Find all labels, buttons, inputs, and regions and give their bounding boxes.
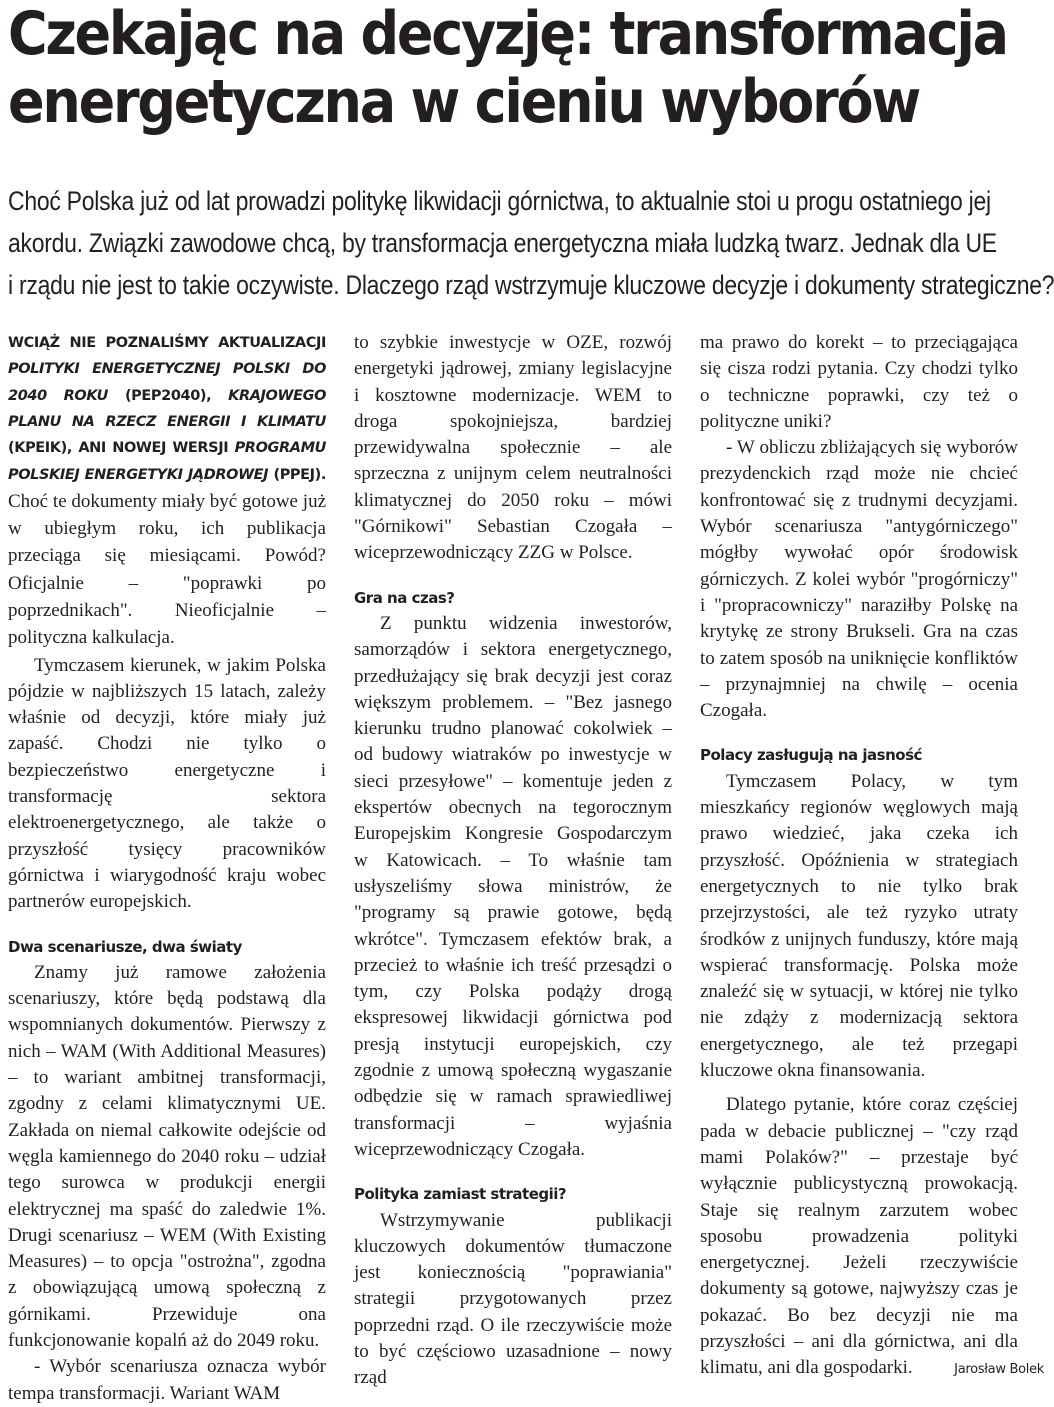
body-paragraph: ma prawo do korekt – to przeciągająca się cisza rodzi pytania. Czy chodzi tylko o techniczne poprawki, czy też o polityczne uniki?: [700, 332, 1018, 432]
body-paragraph: Wstrzymywanie publikacji kluczowych dokumentów tłumaczone jest koniecznością "poprawiania" strategii przygotowanych przez poprzedni rząd. O ile rzeczywiście może to być częściowo uzasadnione – nowy rząd: [354, 1209, 672, 1389]
section-heading: Polacy zasługują na jasność: [700, 746, 922, 765]
intro-doc-ppej: PROGRAMU POLSKIEJ ENERGETYKI JĄDROWEJ: [8, 440, 326, 484]
intro-doc-pep: POLITYKI ENERGETYCZNEJ POLSKI DO 2040 ROKU: [8, 361, 326, 404]
headline-line: Czekając na decyzję: transformacja: [8, 0, 1007, 69]
body-paragraph: - Wybór scenariusza oznacza wybór tempa transformacji. Wariant WAM: [8, 1356, 326, 1404]
intro-caps: (KPEIK), ANI NOWEJ WERSJI: [8, 440, 235, 457]
article-headline: [8, 0, 1007, 137]
body-paragraph: - W obliczu zbliżających się wyborów prezydenckich rząd może nie chcieć konfrontować się z trudnymi decyzjami. Wybór scenariusza "antygórniczego" mógłby wywołać opór środowisk górniczych. Z kolei wybór "progórniczy" i "propracowniczy" naraziłby Polskę na krytykę ze strony Brukseli. Gra na czas to zatem sposób na uniknięcie konfliktów – przynajmniej na chwilę – ocenia Czogała.: [700, 437, 1018, 722]
body-paragraph: to szybkie inwestycje w OZE, rozwój energetyki jądrowej, zmiany legislacyjne i kosztowne modernizacje. WEM to droga spokojniejsza, bardziej przewidywalna społecznie – ale sprzeczna z unijnym celem neutralności klimatycznej do 2050 roku – mówi "Górnikowi" Sebastian Czogała – wiceprzewodniczący ZZG w Polsce.: [354, 332, 672, 564]
intro-caps: (PPEJ).: [268, 467, 326, 484]
article-lead: [8, 180, 1054, 306]
body-paragraph: Znamy już ramowe założenia scenariuszy, które będą podstawą dla wspomnianych dokumentów. Pierwszy z nich – WAM (With Additional Measures) – to wariant ambitnej transformacji, zgodny z celami klimatycznymi UE. Zakłada on niemal całkowite odejście od węgla kamiennego do 2040 roku – udział tego surowca w produkcji energii elektrycznej ma spaść do zaledwie 1%. Drugi scenariusz – WEM (With Existing Measures) – to opcja "ostrożna", zgodna z obowiązującą umową społeczną z górnikami. Przewiduje ona funkcjonowanie kopalń aż do 2049 roku.: [8, 961, 326, 1351]
text-column-2: [354, 330, 672, 1392]
text-column-1: [8, 330, 326, 1407]
body-paragraph: Z punktu widzenia inwestorów, samorządów i sektora energetycznego, przedłużający się brak decyzji jest coraz większym problemem. – "Bez jasnego kierunku trudno planować cokolwiek – od budowy wiatraków po inwestycje w sieci przesyłowe" – komentuje jeden z ekspertów obecnych na tegorocznym Europejskim Kongresie Gospodarczym w Katowicach. – To właśnie tam usłyszeliśmy słowa ministrów, że "programy są prawie gotowe, będą wkrótce". Tymczasem efektów brak, a przecież to właśnie ich treść przesądzi o tym, czy Polska podąży drogą ekspresowej likwidacji górnictwa pod presją instytucji europejskich, czy zgodnie z umową społeczną wygaszanie odbędzie się w ramach sprawiedliwej transformacji – wyjaśnia wiceprzewodniczący Czogała.: [354, 612, 672, 1160]
intro-body: Choć te dokumenty miały być gotowe już w ubiegłym roku, ich publikacja przeciąga się miesiącami. Powód? Oficjalnie – "poprawki po poprzednikach". Nieoficjalnie – polityczna kalkulacja.: [8, 490, 326, 649]
section-heading: Polityka zamiast strategii?: [354, 1185, 567, 1204]
body-paragraph: Tymczasem kierunek, w jakim Polska pójdzie w najbliższych 15 latach, zależy właśnie od decyzji, które miały już zapaść. Chodzi nie tylko o bezpieczeństwo energetyczne i transformację sektora elektroenergetycznego, ale także o przyszłość tysięcy pracowników górnictwa i wiarygodność kraju wobec partnerów europejskich.: [8, 654, 326, 913]
intro-paragraph: [8, 330, 326, 653]
intro-caps: (PEP2040),: [108, 387, 229, 404]
headline-line: energetyczna w cieniu wyborów: [8, 67, 919, 137]
lead-line: Choć Polska już od lat prowadzi politykę likwidacji górnictwa, to aktualnie stoi u progu ostatniego jej: [8, 186, 991, 216]
body-paragraph: Dlatego pytanie, które coraz częściej pada w debacie publicznej – "czy rząd mami Polaków?" – przestaje być wyłącznie publicystyczną prowokacją. Staje się realnym zarzutem wobec sposobu prowadzenia polityki energetycznej. Jeżeli rzeczywiście dokumenty są gotowe, najwyższy czas je pokazać. Bo bez decyzji nie ma przyszłości – ani dla górnictwa, ani dla klimatu, ani dla gospodarki.: [700, 1094, 1018, 1379]
lead-line: akordu. Związki zawodowe chcą, by transformacja energetyczna miała ludzką twarz. Jednak dla UE: [8, 228, 997, 258]
author-byline: Jarosław Bolek: [954, 1362, 1044, 1377]
text-column-3: [700, 330, 1018, 1382]
lead-line: i rządu nie jest to takie oczywiste. Dlaczego rząd wstrzymuje kluczowe decyzje i dokumenty strategiczne?: [8, 270, 1054, 300]
intro-doc-kpeik: KRAJOWEGO PLANU NA RZECZ ENERGII I KLIMATU: [8, 387, 326, 430]
section-heading: Dwa scenariusze, dwa światy: [8, 937, 242, 956]
section-heading: Gra na czas?: [354, 588, 455, 607]
body-paragraph: Tymczasem Polacy, w tym mieszkańcy regionów węglowych mają prawo wiedzieć, jaka czeka ich przyszłość. Opóźnienia w strategiach energetycznych to nie tylko brak przejrzystości, ale też ryzyko utraty środków z unijnych funduszy, które mają wspierać transformację. Polska może znaleźć się w sytuacji, w której nie tylko nie zdąży z modernizacją sektora energetycznego, ale też przegapi kluczowe okna finansowania.: [700, 770, 1018, 1082]
intro-caps: WCIĄŻ NIE POZNALIŚMY AKTUALIZACJI: [8, 335, 326, 351]
